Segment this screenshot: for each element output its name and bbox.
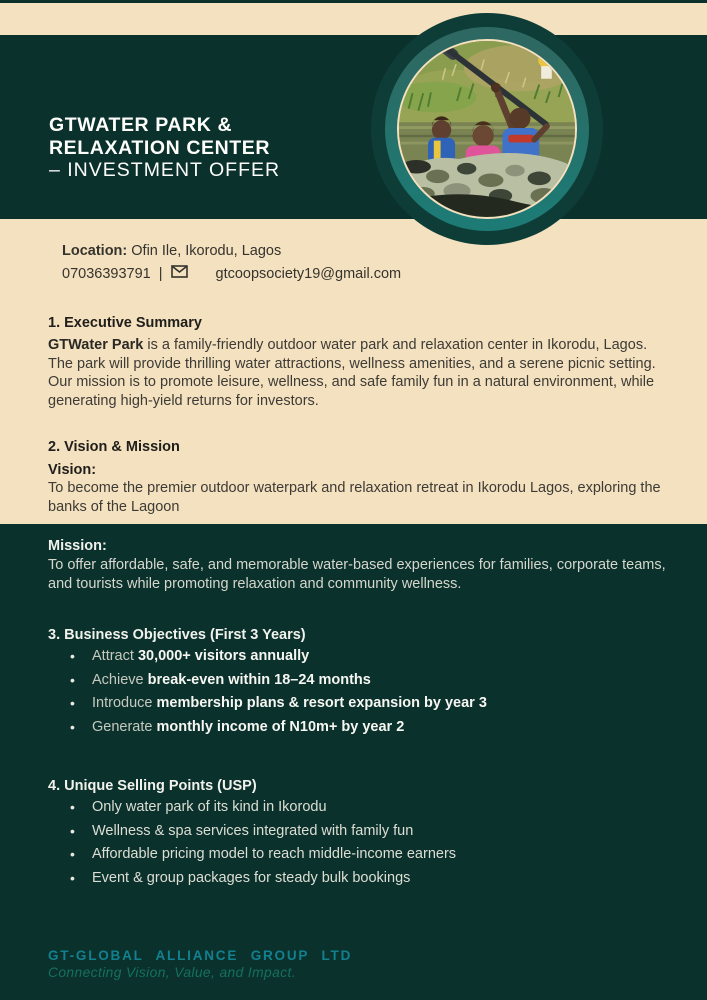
phone-email-line: [62, 265, 401, 284]
company-name: GT-GLOBAL ALLIANCE GROUP LTD: [48, 948, 353, 963]
email-address: gtcoopsociety19@gmail.com: [215, 266, 402, 282]
objective-item: • Attract 30,000+ visitors annually: [48, 649, 487, 665]
phone-number: 07036393791: [62, 266, 151, 282]
title-line-3: – INVESTMENT OFFER: [49, 159, 281, 181]
vision-text: To become the premier outdoor waterpark and relaxation retreat in Ikorodu Lagos, exploring the banks of the Lagoon: [48, 480, 661, 515]
title-line-2: RELAXATION CENTER: [49, 136, 271, 159]
page-title: [49, 114, 280, 182]
contact-block: [62, 242, 401, 284]
objectives-heading: 3. Business Objectives (First 3 Years): [48, 627, 306, 643]
objectives-list: [48, 649, 487, 743]
location-line: [62, 242, 401, 261]
hero-photo-ring: [385, 27, 589, 231]
usp-item: • Event & group packages for steady bulk bookings: [48, 871, 456, 887]
usp-item: • Only water park of its kind in Ikorodu: [48, 800, 456, 816]
mission-text: To offer affordable, safe, and memorable water-based experiences for families, corporate teams, and tourists while promoting relaxation and community wellness.: [48, 557, 666, 592]
usp-item: • Affordable pricing model to reach middle-income earners: [48, 847, 456, 863]
executive-summary-body: [48, 336, 662, 410]
hero-photo: [397, 39, 577, 219]
separator: |: [158, 266, 163, 282]
objective-item: • Generate monthly income of N10m+ by year 2: [48, 720, 487, 736]
vision-mission-heading: 2. Vision & Mission: [48, 439, 180, 455]
lower-teal-band: [0, 524, 707, 1000]
footer: [48, 948, 352, 980]
usp-list: [48, 800, 456, 894]
kids-boating-illustration: [399, 41, 575, 217]
mission-label: Mission:: [48, 538, 107, 554]
location-label: Location:: [62, 243, 128, 259]
company-tagline: Connecting Vision, Value, and Impact.: [48, 965, 296, 980]
hero-photo-frame: [371, 13, 603, 245]
envelope-icon: [171, 265, 188, 284]
executive-summary-heading: 1. Executive Summary: [48, 315, 202, 331]
vision-label: Vision:: [48, 462, 97, 478]
executive-summary-lead: GTWater Park: [48, 337, 144, 353]
objective-item: • Introduce membership plans & resort expansion by year 3: [48, 696, 487, 712]
usp-heading: 4. Unique Selling Points (USP): [48, 778, 257, 794]
executive-summary-text: is a family-friendly outdoor water park and relaxation center in Ikorodu, Lagos. The park will provide thrilling water attractions, wellness amenities, and a serene picnic setting. Our mission is to promote leisure, wellness, and safe family fun in a natural environment, while generating high-yield returns for investors.: [48, 337, 656, 409]
top-edge-line: [0, 0, 707, 3]
usp-item: • Wellness & spa services integrated with family fun: [48, 824, 456, 840]
location-value: Ofin Ile, Ikorodu, Lagos: [131, 243, 282, 259]
objective-item: • Achieve break-even within 18–24 months: [48, 673, 487, 689]
title-line-1: GTWATER PARK &: [49, 114, 233, 136]
